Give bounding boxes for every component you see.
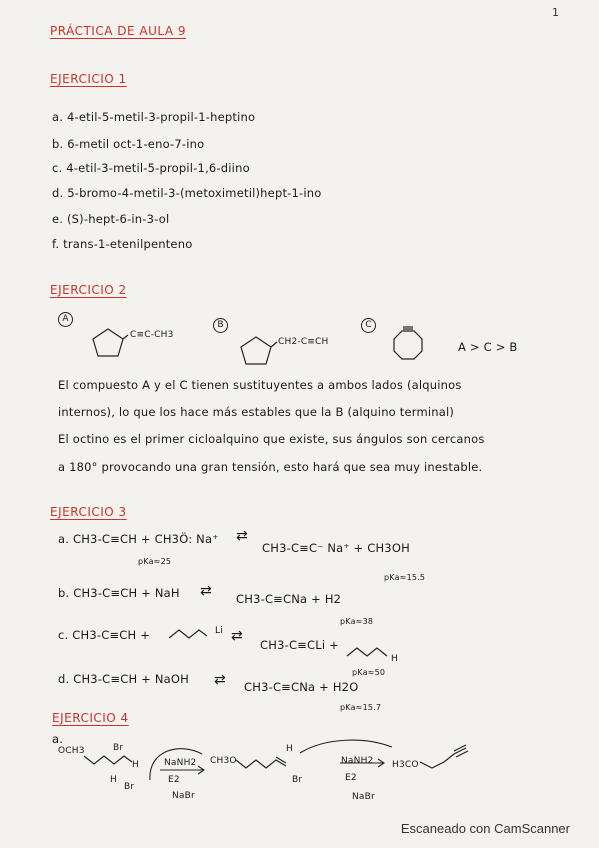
ej2-heading: EJERCICIO 2 [50,283,127,297]
product-h3co: H3CO [392,760,419,770]
curved-arrow-2 [296,735,396,775]
ej1-item-d: d. 5-bromo-4-metil-3-(metoximetil)hept-1-ino [52,186,322,200]
ej3-c-right: CH3-C≡CLi + [260,638,339,652]
equilibrium-arrow-c: ⇄ [231,628,243,644]
molecule-a-ring [90,325,130,360]
reactant-br-bottom: Br [124,782,135,792]
equilibrium-arrow-b: ⇄ [200,583,212,599]
label-a: A [58,312,73,327]
molecule-a-substituent: C≡C-CH3 [130,330,174,340]
ej2-paragraph-line-2: internos), lo que los hace más estables que la B (alquino terminal) [58,405,455,419]
product-chain [420,744,482,772]
ej1-heading: EJERCICIO 1 [50,72,127,86]
stability-order: A > C > B [458,340,518,354]
molecule-b-substituent: CH2-C≡CH [278,337,329,347]
ej1-item-f: f. trans-1-etenilpenteno [52,237,193,251]
ej4-item-a-letter: a. [52,732,64,746]
ej1-item-e: e. (S)-hept-6-in-3-ol [52,212,170,226]
ej4-heading: EJERCICIO 4 [52,711,129,725]
ej1-item-a: a. 4-etil-5-metil-3-propil-1-heptino [52,110,256,124]
ej3-c-h-label: H [391,654,398,664]
ej3-b-pka-right: pKa≈38 [340,617,374,626]
label-c: C [361,318,376,333]
ej3-b-left: b. CH3-C≡CH + NaH [58,586,180,600]
intermediate-chain [236,752,292,774]
page-title: PRÁCTICA DE AULA 9 [50,24,186,38]
byproduct-nabr-2: NaBr [352,792,375,802]
reactant-br-top: Br [113,743,124,753]
label-b: B [213,318,228,333]
ej2-paragraph-line-4: a 180° provocando una gran tensión, esto hará que sea muy inestable. [58,460,483,474]
ej3-b-right: CH3-C≡CNa + H2 [236,592,342,606]
ej3-c-pka-right: pKa≈50 [352,668,386,677]
butane-zigzag [345,642,395,662]
ej3-a-left: a. CH3-C≡CH + CH3Ö: Na⁺ [58,532,219,546]
ej3-c-li-label: Li [215,626,223,636]
molecule-c-cyclooctyne [388,325,428,365]
ej3-c-left: c. CH3-C≡CH + [58,628,151,642]
reagent-nanh2-1: NaNH2 [164,758,197,768]
reactant-chain [84,750,134,772]
ej3-d-pka-right: pKa≈15.7 [340,703,382,712]
ej3-d-right: CH3-C≡CNa + H2O [244,680,359,694]
ej3-d-left: d. CH3-C≡CH + NaOH [58,672,190,686]
ej2-paragraph-line-3: El octino es el primer cicloalquino que existe, sus ángulos son cercanos [58,432,485,446]
ej1-item-c: c. 4-etil-3-metil-5-propil-1,6-diino [52,161,250,175]
scanner-watermark: Escaneado con CamScanner [400,821,570,836]
mechanism-e2-1: E2 [168,775,180,785]
molecule-b-ring [238,333,278,368]
ej3-heading: EJERCICIO 3 [50,505,127,519]
ej3-a-pka-right: pKa≈15.5 [384,573,426,582]
equilibrium-arrow-a: ⇄ [236,528,248,544]
reactant-h-bottom: H [110,775,117,785]
equilibrium-arrow-d: ⇄ [214,672,226,688]
reagent-nanh2-2: NaNH2 [341,756,374,766]
intermediate-br: Br [292,775,303,785]
ej3-a-pka-left: pKa≈25 [138,557,172,566]
mechanism-e2-2: E2 [345,773,357,783]
reactant-h-right: H [132,760,139,770]
butyllithium-zigzag [167,624,215,642]
intermediate-h: H [286,744,293,754]
ej1-item-b: b. 6-metil oct-1-eno-7-ino [52,137,205,151]
byproduct-nabr-1: NaBr [172,791,195,801]
ej2-paragraph-line-1: El compuesto A y el C tienen sustituyentes a ambos lados (alquinos [58,378,462,392]
ej3-a-right: CH3-C≡C⁻ Na⁺ + CH3OH [262,541,410,555]
intermediate-ch3o: CH3O [210,756,237,766]
page-number: 1 [552,6,560,19]
reactant-och3: OCH3 [58,746,85,756]
